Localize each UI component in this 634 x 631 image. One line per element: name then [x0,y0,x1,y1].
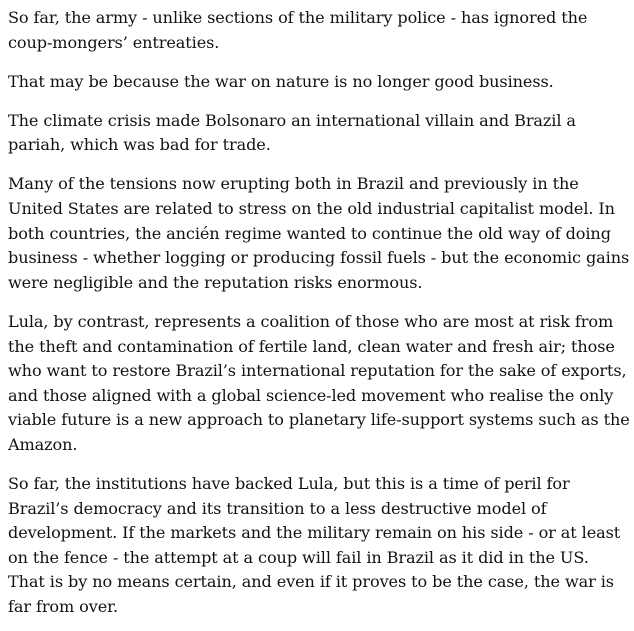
article-paragraph-1: So far, the army - unlike sections of the military police - has ignored the coup-mongers’ entreaties. [8,8,588,52]
article-paragraph-4: Many of the tensions now erupting both in Brazil and previously in the United States are related to stress on the old industrial capitalist model. In both countries, the ancién regime wanted to continue the old way of doing business - whether logging or producing fossil fuels - but the economic gains were negligible and the reputation risks enormous. [8,174,630,292]
article-paragraph-6: So far, the institutions have backed Lula, but this is a time of peril for Brazil’s democracy and its transition to a less destructive model of development. If the markets and the military remain on his side - or at least on the fence - the attempt at a coup will fail in Brazil as it did in the US. That is by no means certain, and even if it proves to be the case, the war is far from over. [8,474,621,616]
article-paragraph-2: That may be because the war on nature is no longer good business. [8,71,554,91]
article-paragraph-5: Lula, by contrast, represents a coalition of those who are most at risk from the theft and contamination of fertile land, clean water and fresh air; those who want to restore Brazil’s international reputation for the sake of exports, and those aligned with a global science-led movement who realise the only viable future is a new approach to planetary life-support systems such as the Amazon. [8,311,630,454]
article-paragraph-3: The climate crisis made Bolsonaro an international villain and Brazil a pariah, which was bad for trade. [8,110,576,155]
article-body [8,6,630,620]
